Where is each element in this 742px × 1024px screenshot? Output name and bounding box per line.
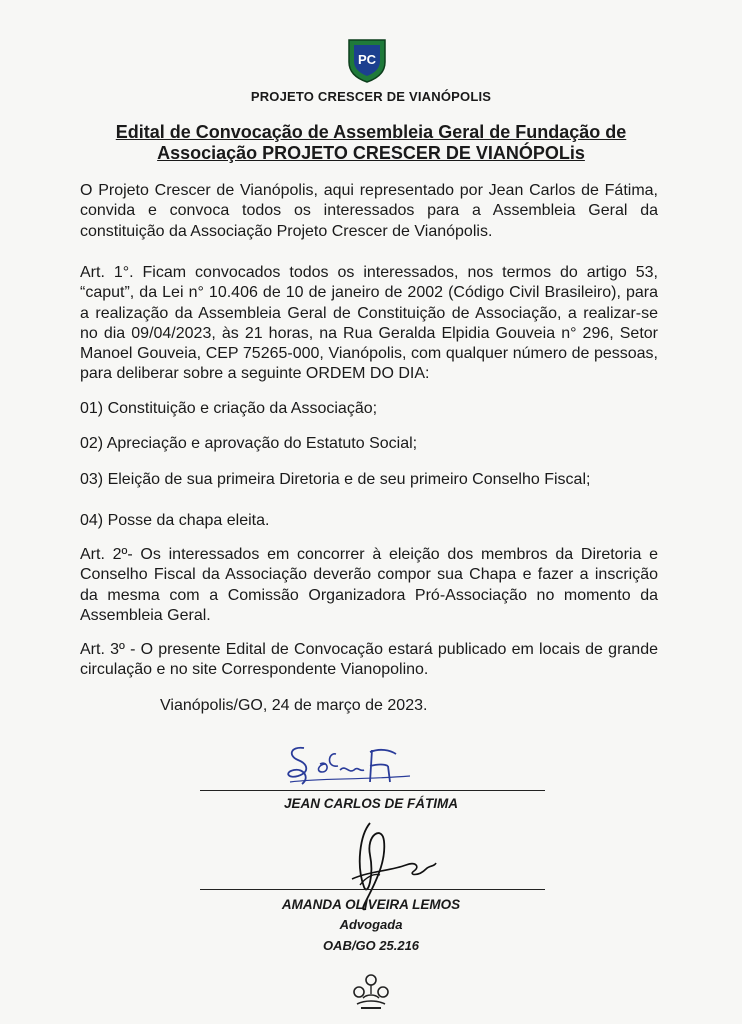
agenda-item-2: 02) Apreciação e aprovação do Estatuto Social; xyxy=(80,435,418,452)
agenda-item-4: 04) Posse da chapa eleita. xyxy=(80,512,270,529)
signature-line-2 xyxy=(200,889,545,890)
document-title xyxy=(60,122,682,164)
logo-text: PC xyxy=(357,52,377,67)
signer-2-role: Advogada xyxy=(339,917,403,932)
article-3: Art. 3º - O presente Edital de Convocação estará publicado em locais de grande circulação e no site Correspondente Vianopolino. xyxy=(80,641,658,679)
signer-2-name: AMANDA OLIVEIRA LEMOS xyxy=(281,897,461,912)
org-name: PROJETO CRESCER DE VIANÓPOLIS xyxy=(250,89,492,104)
footer-emblem-icon xyxy=(349,970,393,1014)
signer-2-registration: OAB/GO 25.216 xyxy=(322,938,420,953)
signer-1-name: JEAN CARLOS DE FÁTIMA xyxy=(283,796,458,811)
document-date: Vianópolis/GO, 24 de março de 2023. xyxy=(160,697,428,714)
agenda-item-3: 03) Eleição de sua primeira Diretoria e de seu primeiro Conselho Fiscal; xyxy=(80,471,591,488)
article-2: Art. 2º- Os interessados em concorrer à eleição dos membros da Diretoria e Conselho Fiscal da Associação deverão compor sua Chapa e fazer a inscrição da mesma com a Comissão Organizadora Pró-Associação no momento da Assembleia Geral. xyxy=(80,546,658,624)
intro-paragraph: O Projeto Crescer de Vianópolis, aqui representado por Jean Carlos de Fátima, convida e convoca todos os interessados para a Assembleia Geral da constituição da Associação Projeto Crescer de Vianópolis. xyxy=(80,182,658,240)
title-line-2: Associação PROJETO CRESCER DE VIANÓPOLis xyxy=(157,143,585,163)
signature-line-1 xyxy=(200,790,545,791)
title-line-1: Edital de Convocação de Assembleia Geral de Fundação de xyxy=(115,122,627,142)
agenda-item-1: 01) Constituição e criação da Associação; xyxy=(80,400,378,417)
signature-jean xyxy=(280,742,420,795)
article-1: Art. 1°. Ficam convocados todos os interessados, nos termos do artigo 53, “caput”, da Lei n° 10.406 de 10 de janeiro de 2002 (Código Civil Brasileiro), para a realização da Assembleia Geral de Constituição de Associação, a realizar-se no dia 09/04/2023, às 21 horas, na Rua Geralda Elpidia Gouveia n° 296, Setor Manoel Gouveia, CEP 75265-000, Vianópolis, com qualquer número de pessoas, para deliberar sobre a seguinte ORDEM DO DIA: xyxy=(80,264,658,383)
org-logo xyxy=(343,36,391,84)
